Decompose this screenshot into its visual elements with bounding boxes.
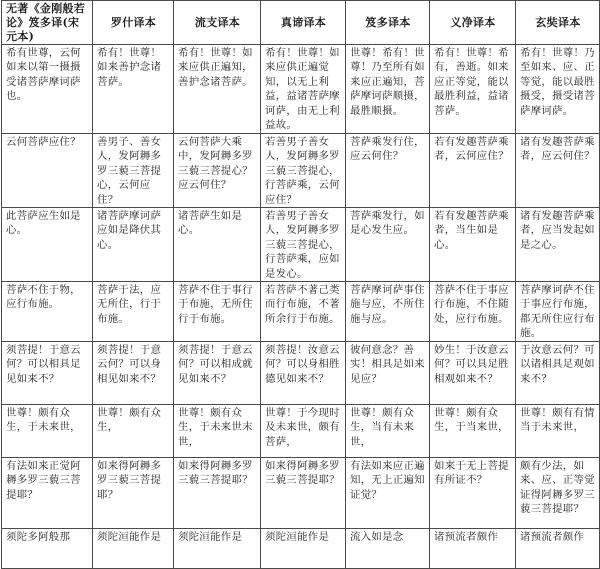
table-cell: 希有！世尊！如来应供正遍知，善护念诸菩萨。 xyxy=(174,45,261,134)
table-cell: 善男子、善女人，发阿耨多罗三藐三菩提心，云何应住？ xyxy=(93,134,174,208)
column-header-dharmagupta: 笈多译本 xyxy=(346,1,430,45)
table-cell: 须陀洹能作是 xyxy=(174,528,261,568)
table-cell: 如来得阿耨多罗三藐三菩提耶？ xyxy=(261,457,346,528)
column-header-wuzhu-jingang-bore-lun: 无著《金刚般若论》笈多译(宋元本) xyxy=(2,1,93,45)
table-cell: 世尊！希有！世尊！乃至所有如来应正遍知，菩萨摩诃萨顺摄，最胜顺摄。 xyxy=(346,45,430,134)
table-cell: 于汝意云何？可以诸相具足观如来不？ xyxy=(516,341,600,404)
table-cell: 菩萨摩诃萨事住施与应，不所住施与应。 xyxy=(346,282,430,342)
table-cell: 世尊！颇有有情当于未来世， xyxy=(516,404,600,457)
table-cell: 希有！世尊！如来应供正遍觉知，以无上利益，益诸菩萨摩诃萨，由无上利益故。 xyxy=(261,45,346,134)
column-header-kumarajiva: 罗什译本 xyxy=(93,1,174,45)
table-cell: 诸菩萨生如是心。 xyxy=(174,208,261,282)
table-cell: 世尊！颇有众生，于未来世末世， xyxy=(174,404,261,457)
table-cell: 菩萨乘发行住，应云何住？ xyxy=(346,134,430,208)
table-cell: 诸有发趣菩萨乘者，应当发起如是之心。 xyxy=(516,208,600,282)
table-cell: 颇有少法，如来、应、正等觉证得阿耨多罗三藐三菩提耶？ xyxy=(516,457,600,528)
table-row xyxy=(2,457,600,528)
table-cell: 诸预流者颇作 xyxy=(430,528,516,568)
table-cell: 如来得阿耨多罗三藐三菩提耶？ xyxy=(93,457,174,528)
table-cell: 此菩萨应生如是心。 xyxy=(2,208,93,282)
table-cell: 世尊！颇有众生，于未来世， xyxy=(2,404,93,457)
column-header-bodhiruci: 流支译本 xyxy=(174,1,261,45)
table-cell: 彼何意念？善实！相具足如来见应？ xyxy=(346,341,430,404)
table-cell: 如来于无上菩提有所证不？ xyxy=(430,457,516,528)
table-row xyxy=(2,404,600,457)
table-cell: 须菩提！汝意云何？可以身相胜德见如来不？ xyxy=(261,341,346,404)
table-cell: 世尊！颇有众生，当有未来世， xyxy=(346,404,430,457)
table-cell: 云何菩萨应住？ xyxy=(2,134,93,208)
column-header-yijing: 义净译本 xyxy=(430,1,516,45)
table-cell: 诸有发趣菩萨乘者，应云何住？ xyxy=(516,134,600,208)
table-row xyxy=(2,208,600,282)
table-row xyxy=(2,134,600,208)
table-cell: 若有发趣菩萨乘者，云何应住？ xyxy=(430,134,516,208)
table-cell: 须菩提！于意云何？可以相具足见如来不？ xyxy=(2,341,93,404)
table-cell: 希有世尊，云何如来以第一摄摄受诸菩萨摩诃萨也。 xyxy=(2,45,93,134)
table-cell: 须菩提！于意云何？可以相成就见如来不？ xyxy=(174,341,261,404)
column-header-paramartha: 真谛译本 xyxy=(261,1,346,45)
table-cell: 希有！世尊！如来善护念诸菩萨。 xyxy=(93,45,174,134)
table-cell: 世尊！于今现时及未来世，颇有菩萨， xyxy=(261,404,346,457)
table-cell: 须菩提！于意云何？可以身相见如来不？ xyxy=(93,341,174,404)
table-cell: 希有！世尊！乃至如来、应、正等觉，能以最胜摄受，摄受诸菩萨摩诃萨。 xyxy=(516,45,600,134)
table-row xyxy=(2,341,600,404)
table-row xyxy=(2,528,600,568)
header-row xyxy=(2,1,600,45)
table-row xyxy=(2,45,600,134)
table-cell: 流入如是念 xyxy=(346,528,430,568)
table-cell: 菩萨不住于物，应行布施。 xyxy=(2,282,93,342)
table-cell: 若有发趣菩萨乘者，当生如是心。 xyxy=(430,208,516,282)
table-row xyxy=(2,282,600,342)
table-cell: 如来得阿耨多罗三藐三菩提耶？ xyxy=(174,457,261,528)
table-cell: 诸菩萨摩诃萨应如是降伏其心。 xyxy=(93,208,174,282)
table-cell: 有法如来应正遍知，无上正遍知证觉？ xyxy=(346,457,430,528)
table-cell: 若善男子善女人，发阿耨多罗三藐三菩提心，行菩萨乘，云何应住？ xyxy=(261,134,346,208)
table-cell: 菩萨不住于事应行布施，不住随处，应行布施。 xyxy=(430,282,516,342)
table-cell: 云何菩萨大乘中，发阿耨多罗三藐三菩提心？应云何住？ xyxy=(174,134,261,208)
table-cell: 菩萨乘发行，如是心发生应。 xyxy=(346,208,430,282)
table-cell: 菩萨不住于事行于布施，无所住行于布施。 xyxy=(174,282,261,342)
table-cell: 须陀多阿般那 xyxy=(2,528,93,568)
table-cell: 世尊！颇有众生，于当来世， xyxy=(430,404,516,457)
table-cell: 妙生！于汝意云何？可以具足胜相观如来不？ xyxy=(430,341,516,404)
table-cell: 须陀洹能作是 xyxy=(261,528,346,568)
table-cell: 菩萨于法，应无所住，行于布施。 xyxy=(93,282,174,342)
table-cell: 若善男子善女人，发阿耨多罗三藐三菩提心，行菩萨乘，应如是发心。 xyxy=(261,208,346,282)
table-cell: 有法如来正觉阿耨多罗三藐三菩提耶？ xyxy=(2,457,93,528)
table-cell: 若菩萨不著己类而行布施，不著所余行于布施。 xyxy=(261,282,346,342)
table-cell: 诸预流者颇作 xyxy=(516,528,600,568)
translation-comparison-table xyxy=(1,0,600,569)
table-cell: 菩萨摩诃萨不住于事应行布施，都无所住应行布施。 xyxy=(516,282,600,342)
table-cell: 希有！世尊！希有，善逝。如来应正等觉，能以最胜利益，益诸菩萨。 xyxy=(430,45,516,134)
column-header-xuanzang: 玄奘译本 xyxy=(516,1,600,45)
table-cell: 世尊！颇有众生， xyxy=(93,404,174,457)
table-cell: 须陀洹能作是 xyxy=(93,528,174,568)
